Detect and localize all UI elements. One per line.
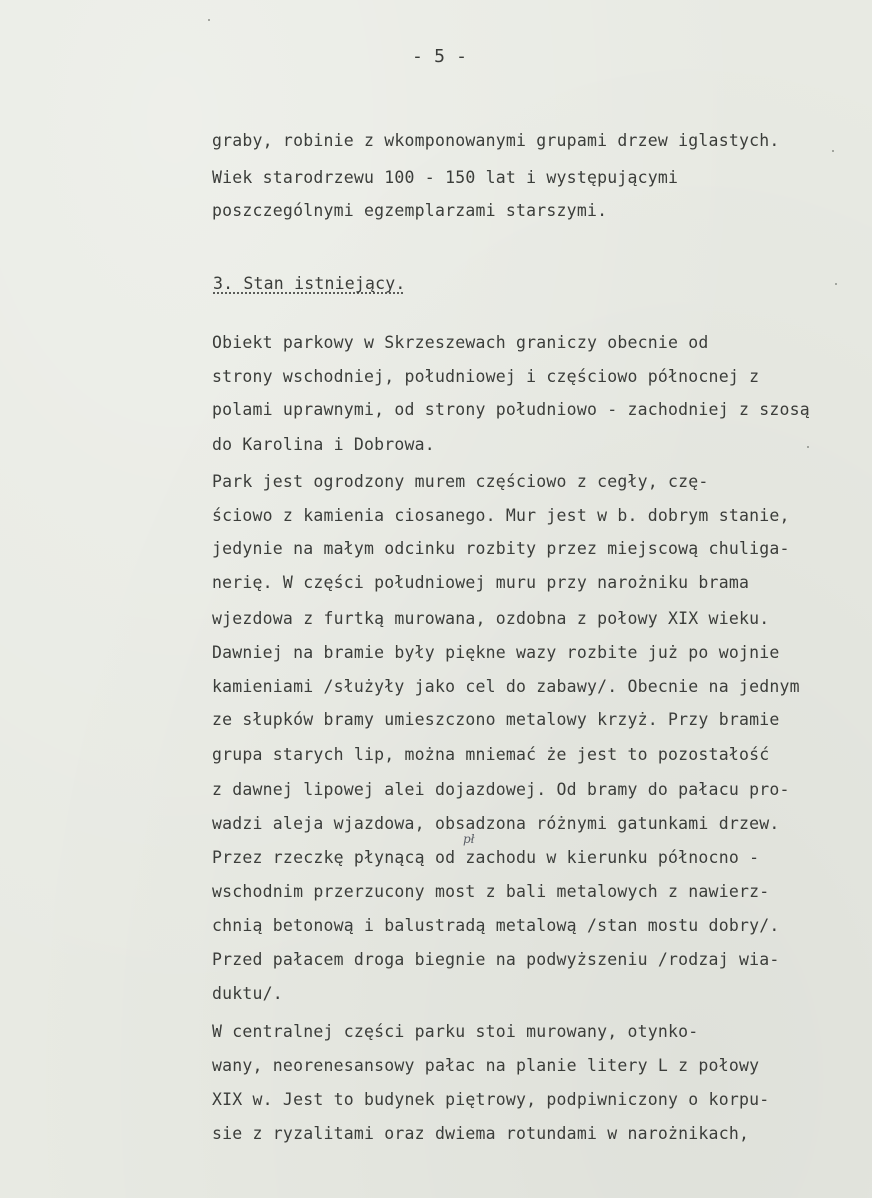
- page-number: - 5 -: [412, 46, 468, 67]
- paper-speck: [835, 283, 837, 285]
- text-line: graby, robinie z wkomponowanymi grupami drzew iglastych.: [212, 131, 780, 150]
- text-line: wadzi aleja wjazdowa, obsadzona różnymi gatunkami drzew.: [212, 814, 780, 833]
- section-heading: 3. Stan istniejący.: [213, 274, 406, 293]
- text-line: strony wschodniej, południowej i częściowo północnej z: [212, 367, 760, 386]
- paper-speck: [208, 19, 210, 21]
- paper-speck: [807, 446, 809, 448]
- text-line: kamieniami /służyły jako cel do zabawy/. Obecnie na jednym: [212, 677, 800, 696]
- text-line: Dawniej na bramie były piękne wazy rozbite już po wojnie: [212, 643, 780, 662]
- text-line: wjezdowa z furtką murowana, ozdobna z połowy XIX wieku.: [212, 609, 770, 628]
- text-line: jedynie na małym odcinku rozbity przez miejscową chuliga-: [212, 539, 790, 558]
- text-line: nerię. W części południowej muru przy narożniku brama: [212, 573, 750, 592]
- text-line: z dawnej lipowej alei dojazdowej. Od bramy do pałacu pro-: [212, 780, 790, 799]
- text-line: chnią betonową i balustradą metalową /stan mostu dobry/.: [212, 916, 780, 935]
- text-line: wschodnim przerzucony most z bali metalowych z nawierz-: [212, 882, 770, 901]
- text-line: Przez rzeczkę płynącą od zachodu w kierunku północno -: [212, 848, 760, 867]
- text-line: Przed pałacem droga biegnie na podwyższeniu /rodzaj wia-: [212, 950, 780, 969]
- text-line: ze słupków bramy umieszczono metalowy krzyż. Przy bramie: [212, 710, 780, 729]
- handwritten-note: pł: [463, 832, 475, 846]
- text-line: polami uprawnymi, od strony południowo - zachodniej z szosą: [212, 400, 810, 419]
- text-line: grupa starych lip, można mniemać że jest to pozostałość: [212, 745, 770, 764]
- text-line: sie z ryzalitami oraz dwiema rotundami w narożnikach,: [212, 1124, 750, 1143]
- text-line: Wiek starodrzewu 100 - 150 lat i występującymi: [212, 168, 679, 187]
- text-line: poszczególnymi egzemplarzami starszymi.: [212, 201, 608, 220]
- text-line: wany, neorenesansowy pałac na planie litery L z połowy: [212, 1056, 760, 1075]
- text-line: Obiekt parkowy w Skrzeszewach graniczy obecnie od: [212, 333, 709, 352]
- text-line: W centralnej części parku stoi murowany, otynko-: [212, 1022, 699, 1041]
- text-line: ściowo z kamienia ciosanego. Mur jest w b. dobrym stanie,: [212, 506, 790, 525]
- paper-speck: [832, 150, 834, 152]
- text-line: duktu/.: [212, 984, 283, 1003]
- text-line: XIX w. Jest to budynek piętrowy, podpiwniczony o korpu-: [212, 1090, 770, 1109]
- text-line: Park jest ogrodzony murem częściowo z cegły, czę-: [212, 472, 709, 491]
- text-line: do Karolina i Dobrowa.: [212, 435, 435, 454]
